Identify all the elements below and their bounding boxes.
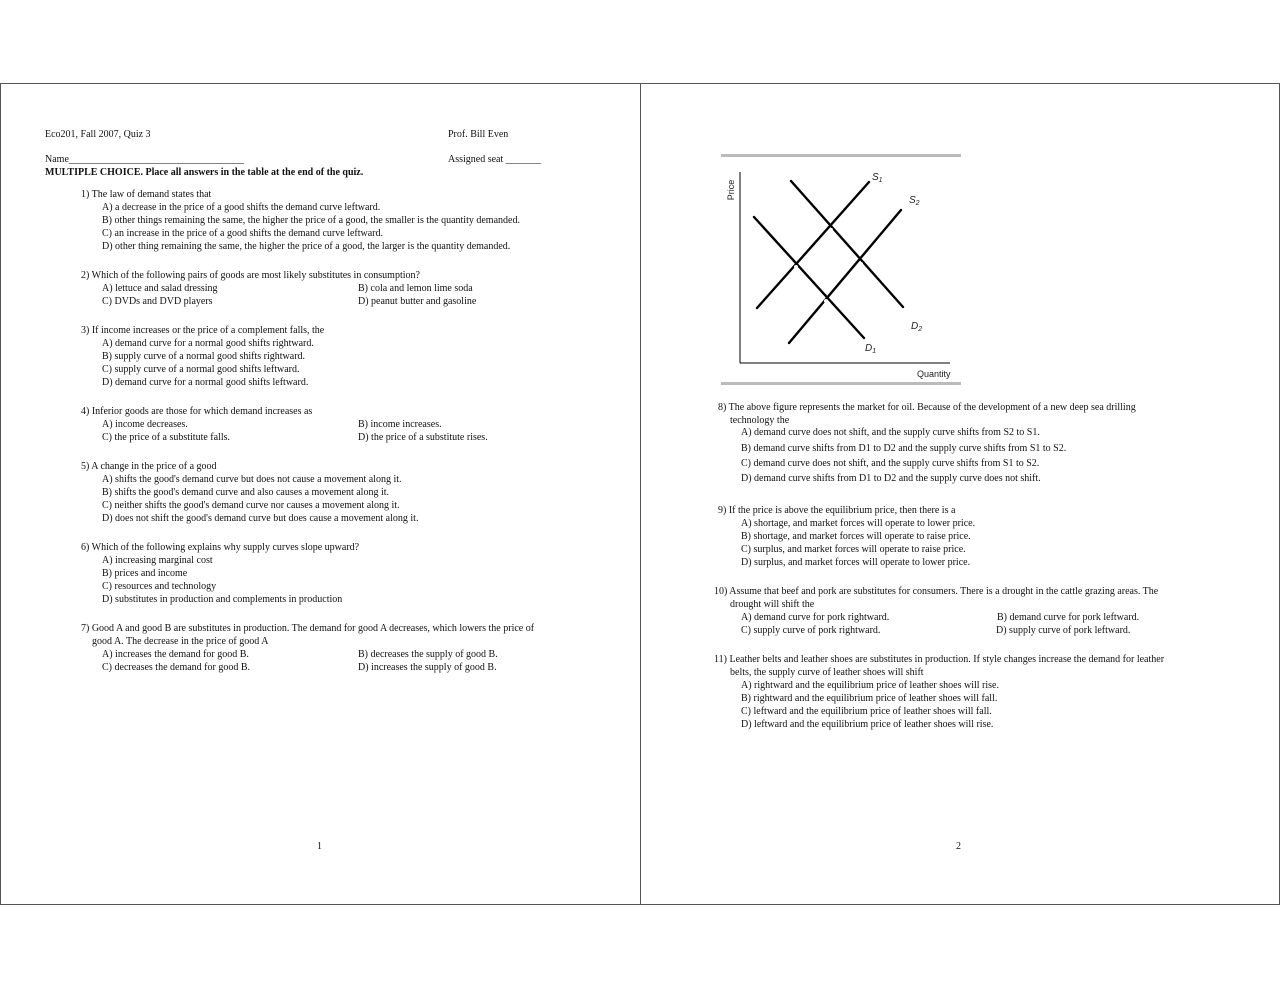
page-number: 1 (317, 841, 322, 852)
y-axis-label: Price (726, 179, 736, 201)
equilibrium-point (794, 265, 798, 269)
answer-option: D) surplus, and market forces will operate to lower price. (741, 557, 971, 568)
answer-option: D) does not shift the good's demand curve but does cause a movement along it. (102, 513, 419, 524)
instructor-header: Prof. Bill Even (448, 129, 509, 140)
answer-option: C) supply curve of pork rightward. (741, 625, 881, 636)
answer-option: D) substitutes in production and complements in production (102, 594, 343, 605)
answer-option: D) leftward and the equilibrium price of leather shoes will rise. (741, 719, 994, 730)
answer-option: A) shortage, and market forces will operate to lower price. (741, 518, 976, 529)
answer-option: B) demand curve shifts from D1 to D2 and the supply curve shifts from S1 to S2. (741, 443, 1067, 454)
seat-line: Assigned seat _______ (448, 154, 541, 165)
figure-top-rule (721, 154, 961, 157)
answer-option: D) supply curve of pork leftward. (996, 625, 1131, 636)
supply-demand-figure (719, 152, 964, 388)
equilibrium-point (859, 262, 863, 266)
answer-option: C) decreases the demand for good B. (102, 662, 251, 673)
x-axis-label: Quantity (917, 369, 951, 379)
answer-option: A) increasing marginal cost (102, 555, 213, 566)
answer-option: A) shifts the good's demand curve but does not cause a movement along it. (102, 474, 402, 485)
answer-option: C) an increase in the price of a good shifts the demand curve leftward. (102, 228, 384, 239)
equilibrium-point (829, 228, 833, 232)
answer-option: A) income decreases. (102, 419, 188, 430)
question-stem-cont: belts, the supply curve of leather shoes will shift (730, 667, 924, 678)
answer-option: C) surplus, and market forces will operate to raise price. (741, 544, 966, 555)
answer-option: B) decreases the supply of good B. (358, 649, 498, 660)
answer-option: A) rightward and the equilibrium price of leather shoes will rise. (741, 680, 999, 691)
question-stem-cont: good A. The decrease in the price of good A (92, 636, 269, 647)
answer-option: D) other thing remaining the same, the higher the price of a good, the larger is the quantity demanded. (102, 241, 511, 252)
answer-option: D) increases the supply of good B. (358, 662, 497, 673)
answer-option: C) demand curve does not shift, and the supply curve shifts from S1 to S2. (741, 458, 1040, 469)
page-1 (0, 83, 641, 905)
question-stem: 3) If income increases or the price of a complement falls, the (81, 325, 325, 336)
s2-label: $S_2$ (909, 195, 920, 207)
answer-option: B) shortage, and market forces will operate to raise price. (741, 531, 971, 542)
demand-curve-d2 (791, 181, 903, 307)
answer-option: B) supply curve of a normal good shifts rightward. (102, 351, 306, 362)
answer-option: A) a decrease in the price of a good shifts the demand curve leftward. (102, 202, 381, 213)
answer-option: A) demand curve for a normal good shifts rightward. (102, 338, 314, 349)
answer-option: C) neither shifts the good's demand curve nor causes a movement along it. (102, 500, 400, 511)
question-stem: 1) The law of demand states that (81, 189, 212, 200)
answer-option: D) demand curve for a normal good shifts leftward. (102, 377, 309, 388)
name-line: Name___________________________________ (45, 154, 244, 165)
answer-option: D) demand curve shifts from D1 to D2 and the supply curve does not shift. (741, 473, 1041, 484)
question-stem: 2) Which of the following pairs of goods are most likely substitutes in consumption? (81, 270, 420, 281)
instructions: MULTIPLE CHOICE. Place all answers in the table at the end of the quiz. (45, 167, 364, 178)
page-2 (640, 83, 1280, 905)
answer-option: A) increases the demand for good B. (102, 649, 249, 660)
question-stem: 9) If the price is above the equilibrium price, then there is a (718, 505, 956, 516)
question-stem-cont: drought will shift the (730, 599, 815, 610)
answer-option: D) peanut butter and gasoline (358, 296, 477, 307)
answer-option: B) income increases. (358, 419, 442, 430)
answer-option: C) leftward and the equilibrium price of leather shoes will fall. (741, 706, 992, 717)
answer-option: B) cola and lemon lime soda (358, 283, 473, 294)
question-stem: 5) A change in the price of a good (81, 461, 217, 472)
figure-bottom-rule (721, 382, 961, 385)
answer-option: C) supply curve of a normal good shifts leftward. (102, 364, 300, 375)
supply-curve-s1 (757, 182, 869, 308)
question-stem: 7) Good A and good B are substitutes in production. The demand for good A decreases, which lowers the price of (81, 623, 535, 634)
answer-option: D) the price of a substitute rises. (358, 432, 488, 443)
answer-option: C) DVDs and DVD players (102, 296, 213, 307)
question-stem: 10) Assume that beef and pork are substitutes for consumers. There is a drought in the cattle grazing areas. The (714, 586, 1159, 597)
page-number: 2 (956, 841, 961, 852)
question-stem: 4) Inferior goods are those for which demand increases as (81, 406, 313, 417)
answer-option: B) rightward and the equilibrium price of leather shoes will fall. (741, 693, 998, 704)
answer-option: A) demand curve for pork rightward. (741, 612, 890, 623)
s1-label: $S_1$ (872, 172, 883, 184)
supply-curve-s2 (789, 210, 901, 343)
question-stem-cont: technology the (730, 415, 790, 426)
answer-option: B) prices and income (102, 568, 188, 579)
answer-option: A) demand curve does not shift, and the supply curve shifts from S2 to S1. (741, 427, 1040, 438)
answer-option: B) other things remaining the same, the higher the price of a good, the smaller is the quantity demanded. (102, 215, 520, 226)
answer-option: B) demand curve for pork leftward. (997, 612, 1140, 623)
d2-label: $D_2$ (911, 321, 923, 333)
question-stem: 8) The above figure represents the market for oil. Because of the development of a new deep sea drilling (718, 402, 1136, 413)
answer-option: C) the price of a substitute falls. (102, 432, 231, 443)
question-stem: 11) Leather belts and leather shoes are substitutes in production. If style changes increase the demand for leather (714, 654, 1165, 665)
answer-option: C) resources and technology (102, 581, 217, 592)
d1-label: $D_1$ (865, 343, 877, 355)
answer-option: A) lettuce and salad dressing (102, 283, 218, 294)
equilibrium-point (824, 299, 828, 303)
course-header: Eco201, Fall 2007, Quiz 3 (45, 129, 151, 140)
answer-option: B) shifts the good's demand curve and also causes a movement along it. (102, 487, 390, 498)
question-stem: 6) Which of the following explains why supply curves slope upward? (81, 542, 360, 553)
